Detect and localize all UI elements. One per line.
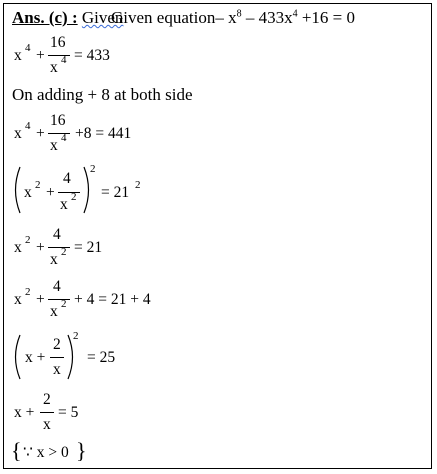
frac-bar <box>48 247 70 248</box>
plus-sign: + <box>36 47 45 64</box>
frac-den: x <box>50 59 58 76</box>
x-exp: 2 <box>25 286 31 298</box>
x-exp: 2 <box>35 179 41 191</box>
x-plus: x + <box>14 404 35 421</box>
x-base: x <box>14 125 22 142</box>
x-base: x <box>14 291 22 308</box>
eq-part-2: – 433x <box>245 8 293 27</box>
outer-exp: 2 <box>73 330 79 342</box>
plus-sign: + <box>36 291 45 308</box>
frac-num: 4 <box>53 278 61 295</box>
frac-num: 16 <box>50 34 66 51</box>
rhs: = 21 <box>101 184 130 201</box>
open-brace: { <box>11 438 22 463</box>
because-condition: ∵ x > 0 <box>23 444 69 461</box>
frac-den-exp: 2 <box>61 246 67 258</box>
x-exp: 2 <box>25 234 31 246</box>
x-base: x <box>14 47 22 64</box>
plus-sign: + <box>46 184 55 201</box>
frac-den-exp: 2 <box>71 191 77 203</box>
eq-part-1: Given equation– x <box>111 8 237 27</box>
frac-num: 2 <box>43 391 51 408</box>
eq-part-3: +16 = 0 <box>301 8 356 27</box>
given-word: Given <box>81 8 124 27</box>
x-exp: 4 <box>25 42 31 54</box>
eq-exp-4: 4 <box>292 8 298 20</box>
rhs: = 25 <box>87 349 116 366</box>
frac-den-exp: 2 <box>61 298 67 310</box>
frac-den-exp: 4 <box>61 132 67 144</box>
frac-bar <box>48 299 70 300</box>
frac-den: x <box>50 303 58 320</box>
frac-bar <box>58 192 80 193</box>
equation-text <box>111 9 355 26</box>
left-paren <box>10 165 24 215</box>
eq-exp-8: 8 <box>236 8 242 20</box>
answer-box <box>3 3 432 469</box>
frac-bar <box>40 412 54 413</box>
rhs: + 4 = 21 + 4 <box>74 291 151 308</box>
rhs: = 21 <box>74 239 103 256</box>
frac-num: 4 <box>63 170 71 187</box>
plus-sign: + <box>36 125 45 142</box>
frac-den: x <box>50 251 58 268</box>
x-exp: 4 <box>25 120 31 132</box>
outer-exp: 2 <box>90 163 96 175</box>
frac-den: x <box>43 416 51 433</box>
frac-bar <box>50 357 64 358</box>
frac-den: x <box>53 361 61 378</box>
plus-sign: + <box>36 239 45 256</box>
x-base: x <box>14 239 22 256</box>
answer-label: Ans. (c) : <box>12 8 78 27</box>
frac-den: x <box>60 196 68 213</box>
frac-den-exp: 4 <box>61 54 67 66</box>
x-base: x <box>24 184 32 201</box>
x-plus: x + <box>25 349 46 366</box>
rhs-exp: 2 <box>135 179 141 191</box>
frac-num: 4 <box>53 226 61 243</box>
left-paren <box>10 333 24 381</box>
step-2-text: On adding + 8 at both side <box>12 85 193 104</box>
frac-den: x <box>50 137 58 154</box>
rhs: = 433 <box>74 47 110 64</box>
rhs: +8 = 441 <box>75 125 132 142</box>
header-line <box>12 9 123 26</box>
frac-num: 16 <box>50 112 66 129</box>
close-brace: } <box>76 438 87 463</box>
frac-num: 2 <box>53 336 61 353</box>
rhs: = 5 <box>58 404 79 421</box>
